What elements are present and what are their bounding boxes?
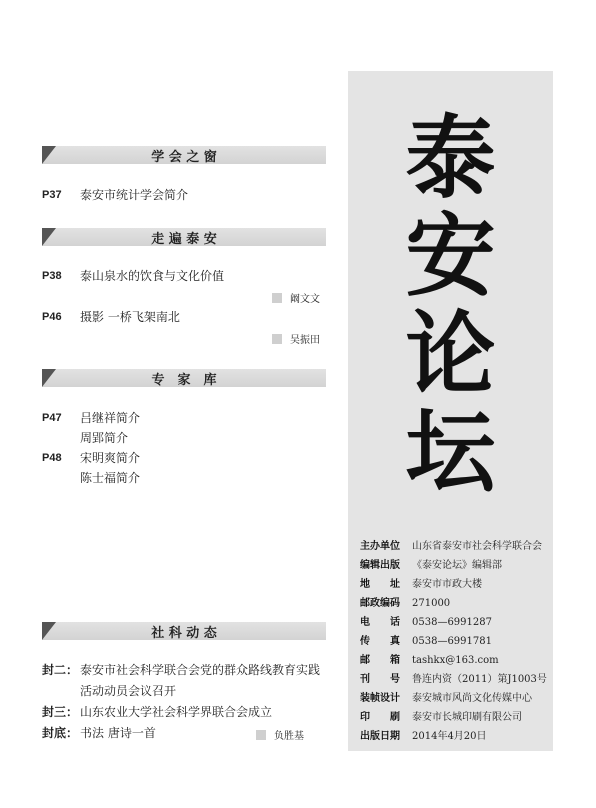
info-row-phone: 电 话 0538—6991287 [360,617,492,628]
section-marker-icon [42,228,56,246]
article-title: 泰安市统计学会简介 [80,188,189,202]
section-header-xuehui [42,146,326,164]
info-row-email: 邮 箱 tashkx@163.com [360,655,499,666]
page-number: P38 [42,270,62,282]
article-author [256,727,304,742]
info-row-printer: 印 刷 泰安市长城印刷有限公司 [360,712,522,723]
page-number: P37 [42,189,62,201]
info-row-design: 装帧设计 泰安城市风尚文化传媒中心 [360,693,532,704]
section-marker-icon [42,146,56,164]
article-title: 宋明爽简介 [80,451,141,465]
page-number: P46 [42,311,62,323]
section-header-sheke [42,622,326,640]
section-marker-icon [42,369,56,387]
article-title: 活动动员会议召开 [80,684,177,698]
article-title: 吕继祥简介 [80,411,141,425]
author-name: 负胜基 [274,731,304,742]
info-row-editor: 编辑出版 《泰安论坛》编辑部 [360,560,502,571]
masthead-char: 安 [405,203,496,309]
article-title: 泰山泉水的饮食与文化价值 [80,269,225,283]
cover-label: 封二： [42,663,79,677]
section-title: 社 科 动 态 [151,625,217,641]
info-row-address: 地 址 泰安市市政大楼 [360,579,482,590]
section-header-zhuanjia [42,369,326,387]
info-row-sponsor: 主办单位 山东省泰安市社会科学联合会 [360,541,542,552]
info-row-postcode: 邮政编码 271000 [360,598,451,609]
section-title: 走 遍 泰 安 [151,231,217,247]
section-title: 专 家 库 [151,372,217,388]
author-name: 吴振田 [290,335,320,346]
author-marker-icon [272,334,282,344]
masthead-char: 坛 [405,399,496,505]
masthead-panel [348,71,553,751]
info-row-fax: 传 真 0538—6991781 [360,636,492,647]
cover-label: 封底： [42,726,79,740]
section-marker-icon [42,622,56,640]
article-title: 陈士福简介 [80,471,141,485]
page-number: P47 [42,412,62,424]
section-header-zoubian [42,228,326,246]
article-title: 泰安市社会科学联合会党的群众路线教育实践 [80,663,321,677]
article-title: 书法 唐诗一首 [80,726,156,740]
author-marker-icon [272,293,282,303]
article-title: 摄影 一桥飞架南北 [80,310,180,324]
author-marker-icon [256,730,266,740]
cover-label: 封三： [42,705,79,719]
article-title: 山东农业大学社会科学界联合会成立 [80,705,273,719]
article-author [272,331,320,346]
info-row-date: 出版日期 2014年4月20日 [360,731,487,742]
section-title: 学 会 之 窗 [151,149,217,165]
author-name: 阚文文 [290,294,320,305]
article-author [272,290,320,305]
masthead-char: 论 [405,301,496,407]
page-number: P48 [42,452,62,464]
article-title: 周郢简介 [80,431,129,445]
masthead-char: 泰 [405,105,496,211]
info-row-issn: 刊 号 鲁连内资（2011）第J1003号 [360,674,547,685]
